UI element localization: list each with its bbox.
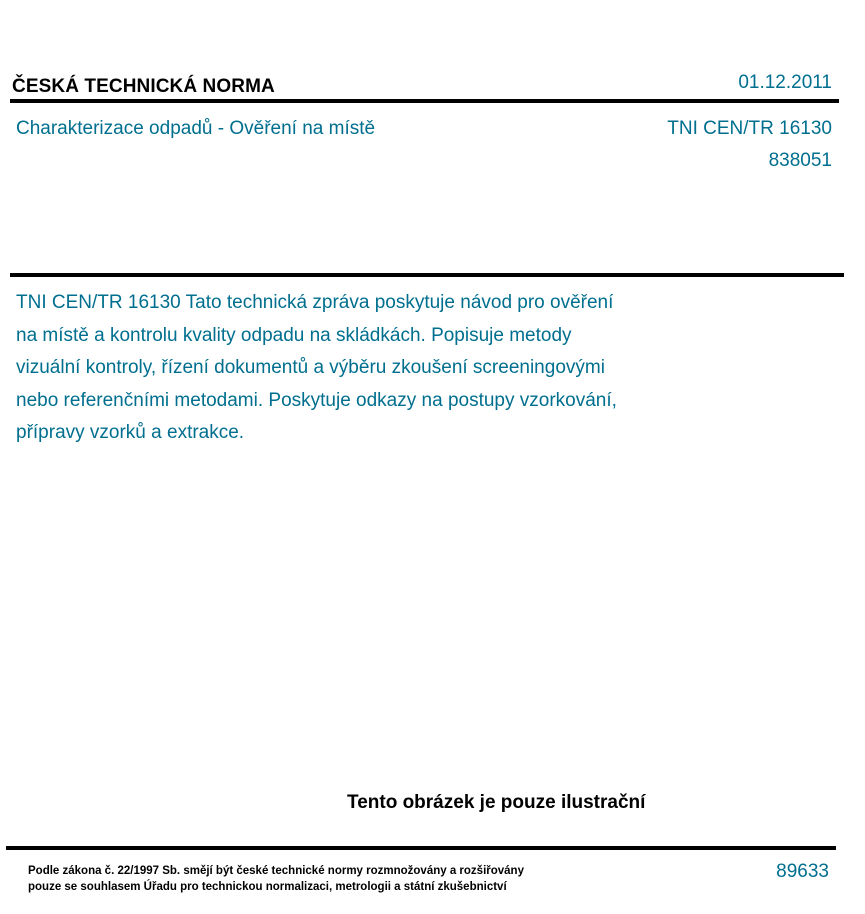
- abstract-line: nebo referenčními metodami. Poskytuje odkazy na postupy vzorkování,: [16, 389, 617, 411]
- bottom-divider: [6, 846, 836, 850]
- middle-divider: [10, 273, 844, 277]
- legal-line: Podle zákona č. 22/1997 Sb. smějí být české technické normy rozmnožovány a rozšiřovány: [28, 865, 524, 877]
- abstract-line: přípravy vzorků a extrakce.: [16, 422, 245, 443]
- header-title: ČESKÁ TECHNICKÁ NORMA: [12, 76, 275, 97]
- abstract: [16, 287, 716, 450]
- abstract-line: vizuální kontroly, řízení dokumentů a výběru zkoušení screeningovými: [16, 357, 605, 378]
- abstract-line: TNI CEN/TR 16130 Tato technická zpráva poskytuje návod pro ověření: [16, 292, 614, 313]
- top-divider: [10, 99, 839, 103]
- legal-notice: [28, 863, 524, 895]
- illustration-note: Tento obrázek je pouze ilustrační: [347, 792, 646, 813]
- document-code: TNI CEN/TR 16130: [667, 118, 832, 139]
- footer-document-id: 89633: [776, 861, 829, 882]
- header-date: 01.12.2011: [738, 72, 832, 93]
- document-classification: 838051: [768, 150, 832, 171]
- abstract-line: na místě a kontrolu kvality odpadu na skládkách. Popisuje metody: [16, 324, 572, 346]
- legal-line: pouze se souhlasem Úřadu pro technickou normalizaci, metrologii a státní zkušebnictví: [28, 881, 507, 893]
- document-title: Charakterizace odpadů - Ověření na místě: [16, 118, 376, 139]
